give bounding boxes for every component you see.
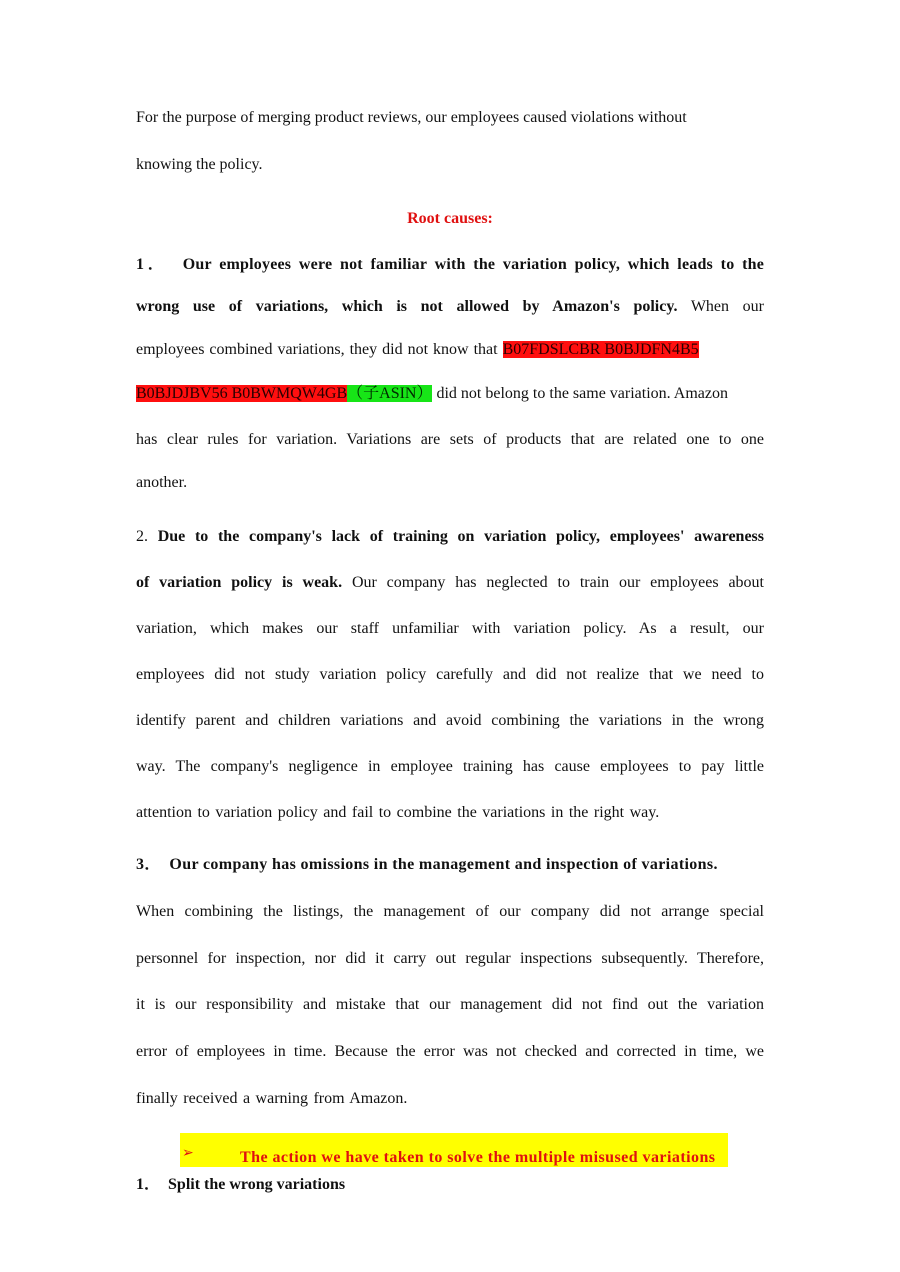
cause-3-line-2: When combining the listings, the management of our company did not arrange special [136, 903, 764, 920]
cause-1-text: employees combined variations, they did not know that [136, 341, 503, 358]
cause-3-line-4: it is our responsibility and mistake that our management did not find out the variation [136, 996, 764, 1013]
cause-1-line-2 [136, 297, 764, 317]
intro-line-1: For the purpose of merging product reviews, our employees caused violations without [136, 109, 687, 126]
cause-1-line-1 [136, 255, 764, 275]
cause-1-line-6: another. [136, 474, 188, 491]
cause-2-text: Our company has neglected to train our employees about [342, 574, 765, 591]
asin-highlight-red: B07FDSLCBR B0BJDFN4B5 [502, 341, 699, 358]
child-asin-highlight-green: （子ASIN） [347, 385, 433, 402]
cause-2-line-4: employees did not study variation policy carefully and did not realize that we need to [136, 666, 764, 683]
cause-1-text: When our [677, 298, 764, 315]
root-causes-heading: Root causes: [407, 210, 493, 227]
cause-3-line-5: error of employees in time. Because the error was not checked and corrected in time, we [136, 1043, 764, 1060]
cause-2-line-1 [136, 527, 764, 547]
step-1-line [136, 1175, 764, 1195]
cause-3-number: 3． [136, 856, 161, 873]
action-heading: The action we have taken to solve the multiple misused variations [240, 1149, 716, 1166]
step-1-heading: Split the wrong variations [168, 1176, 346, 1193]
cause-2-line-3: variation, which makes our staff unfamiliar with variation policy. As a result, our [136, 620, 764, 637]
cause-1-line-5: has clear rules for variation. Variations are sets of products that are related one to one [136, 431, 764, 448]
asin-highlight-red: B0BJDJBV56 B0BWMQW4GB [136, 385, 348, 402]
cause-1-line-3 [136, 340, 764, 360]
intro-line-2: knowing the policy. [136, 156, 263, 173]
cause-2-line-6: way. The company's negligence in employee training has cause employees to pay little [136, 758, 764, 775]
cause-1-text: did not belong to the same variation. Amazon [432, 385, 728, 402]
cause-2-heading-cont: of variation policy is weak. [136, 574, 343, 591]
arrow-bullet-icon: ➢ [182, 1146, 194, 1161]
cause-1-heading: Our employees were not familiar with the variation policy, which leads to the [182, 256, 765, 273]
cause-3-heading: Our company has omissions in the management and inspection of variations. [169, 856, 718, 873]
cause-3-line-1 [136, 855, 764, 875]
cause-3-line-6: finally received a warning from Amazon. [136, 1090, 408, 1107]
cause-1-line-4 [136, 384, 764, 404]
step-1-number: 1． [136, 1176, 161, 1193]
cause-1-number: 1． [136, 256, 168, 273]
cause-2-line-2 [136, 573, 764, 593]
cause-2-heading: Due to the company's lack of training on variation policy, employees' awareness [157, 528, 765, 545]
cause-1-heading-cont: wrong use of variations, which is not allowed by Amazon's policy. [136, 298, 678, 315]
cause-2-line-7: attention to variation policy and fail to combine the variations in the right way. [136, 804, 660, 821]
cause-3-line-3: personnel for inspection, nor did it carry out regular inspections subsequently. Therefore, [136, 950, 764, 967]
cause-2-number: 2. [136, 528, 158, 545]
cause-2-line-5: identify parent and children variations and avoid combining the variations in the wrong [136, 712, 764, 729]
